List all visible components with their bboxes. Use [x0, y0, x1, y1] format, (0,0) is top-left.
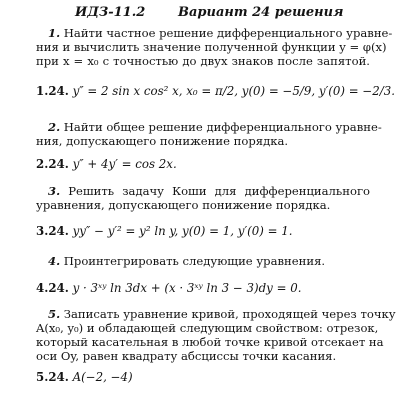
problem-formula: yy″ − y′² = y² ln y, y(0) = 1, y′(0) = 1. [72, 224, 293, 238]
task1-line: при x = x₀ с точностью до двух знаков после запятой. [36, 54, 370, 68]
task3-number: 3. [48, 184, 61, 198]
problem-number: 2.24. [36, 157, 69, 171]
variant-title: Вариант 24 решения [178, 5, 344, 20]
task1-line: Найти частное решение дифференциального уравне- [63, 26, 393, 40]
task2-text [36, 120, 382, 148]
problem-number: 5.24. [36, 370, 69, 384]
task1-text [36, 26, 393, 68]
task2-line: Найти общее решение дифференциального уравне- [63, 120, 382, 134]
task4-number: 4. [48, 254, 61, 268]
problem-number: 4.24. [36, 281, 69, 295]
task2-number: 2. [48, 120, 61, 134]
problem-formula: y″ = 2 sin x cos² x, x₀ = π/2, y(0) = −5/9, y′(0) = −2/3. [72, 84, 395, 98]
task5-line: оси Oy, равен квадрату абсциссы точки касания. [36, 349, 337, 363]
task3-line: Решить задачу Коши для дифференциального [68, 184, 370, 198]
problem-number: 3.24. [36, 224, 69, 238]
problem-5-24 [36, 370, 133, 384]
problem-formula: y · 3ˣʸ ln 3dx + (x · 3ˣʸ ln 3 − 3)dy = 0. [72, 281, 302, 295]
task5-number: 5. [48, 307, 61, 321]
task3-line: уравнения, допускающего понижение порядка. [36, 198, 331, 212]
problem-number: 1.24. [36, 84, 69, 98]
task5-line: который касательная в любой точке кривой отсекает на [36, 335, 384, 349]
problem-1-24 [36, 84, 395, 98]
task5-line: A(x₀, y₀) и обладающей следующим свойством: отрезок, [36, 321, 379, 335]
task3-text [36, 184, 370, 212]
task4-line: Проинтегрировать следующие уравнения. [63, 254, 326, 268]
problem-2-24 [36, 157, 177, 171]
task2-line: ния, допускающего понижение порядка. [36, 134, 289, 148]
problem-4-24 [36, 281, 301, 295]
problem-formula: y″ + 4y′ = cos 2x. [72, 157, 177, 171]
task5-line: Записать уравнение кривой, проходящей через точку [63, 307, 396, 321]
assignment-code: ИДЗ-11.2 [75, 5, 146, 20]
task5-text [36, 307, 396, 363]
problem-3-24 [36, 224, 293, 238]
task1-number: 1. [48, 26, 61, 40]
problem-formula: A(−2, −4) [72, 370, 133, 384]
task4-text [36, 254, 370, 268]
task1-line: ния и вычислить значение полученной функции y = φ(x) [36, 40, 387, 54]
